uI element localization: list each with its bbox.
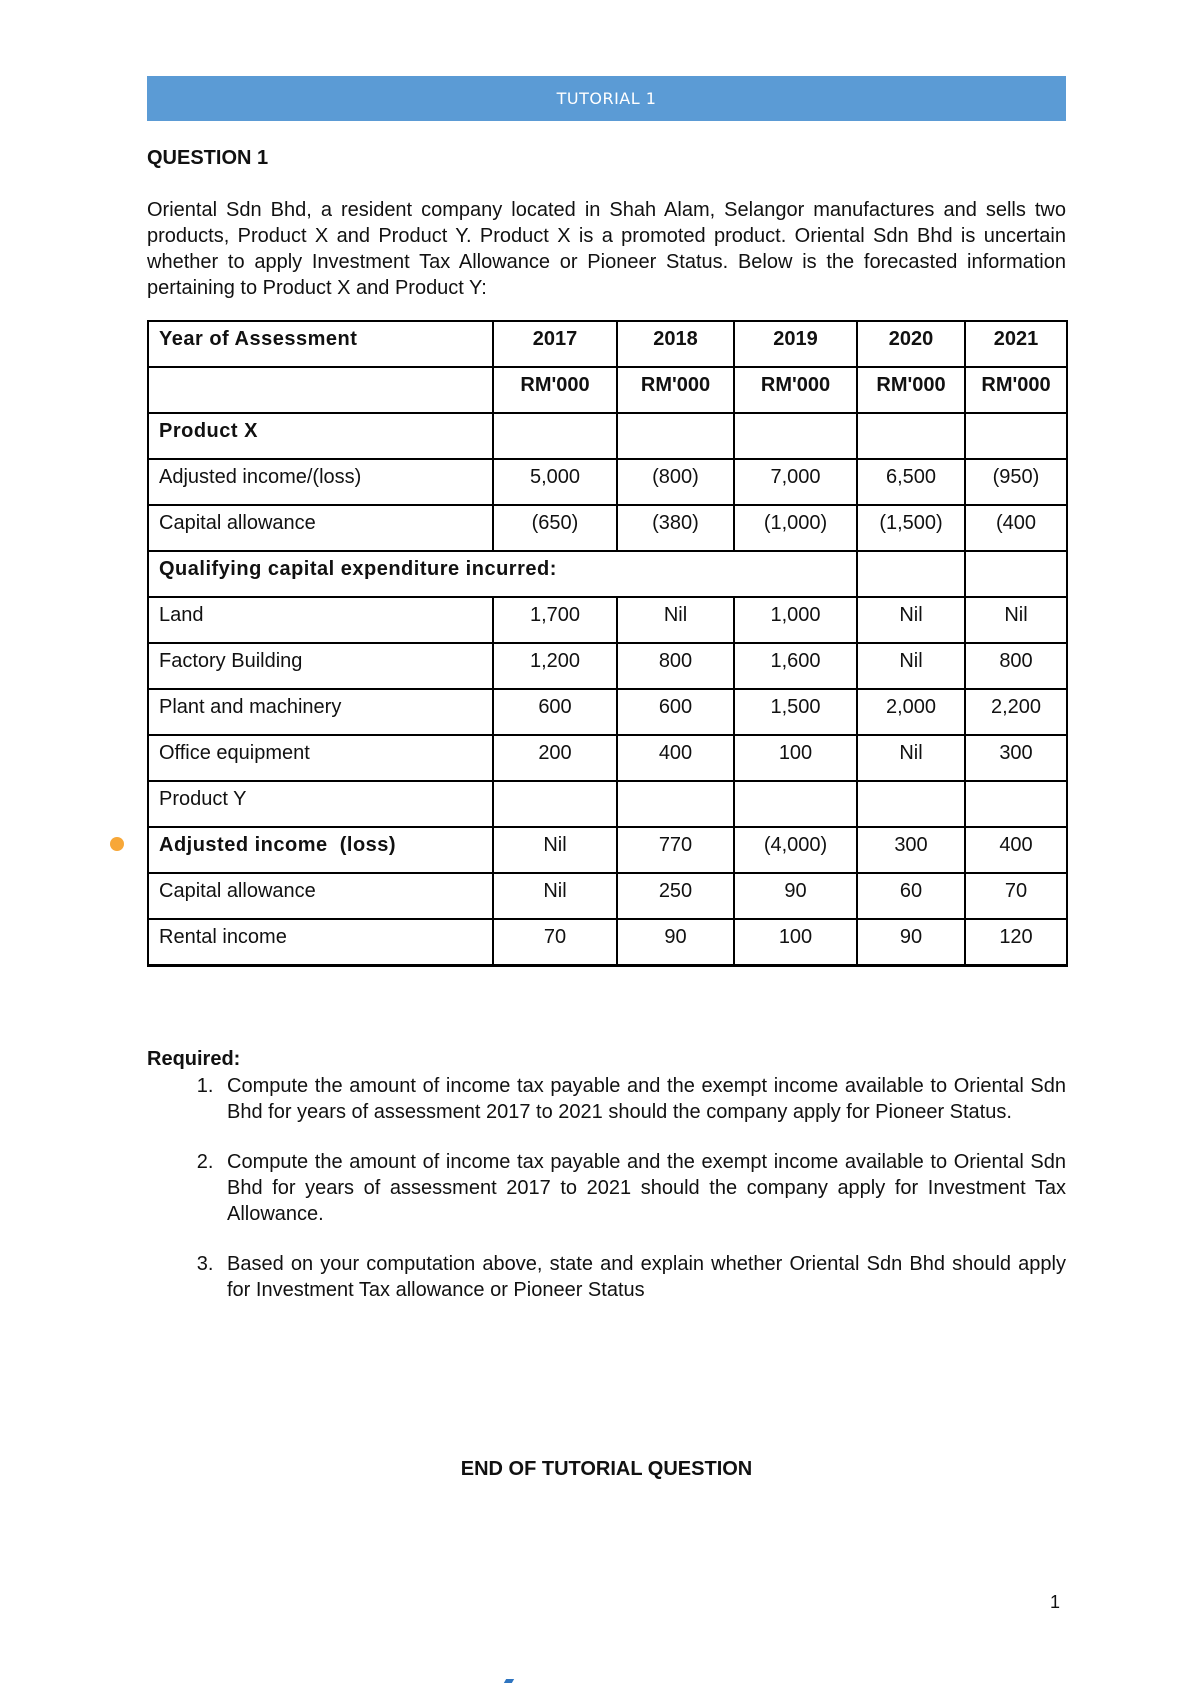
- table-cell: (800): [617, 459, 734, 505]
- table-row: [148, 459, 1067, 505]
- qce-label: Qualifying capital expenditure incurred:: [148, 551, 857, 597]
- table-row: [148, 873, 1067, 919]
- product-x-label: Product X: [148, 413, 493, 459]
- product-y-label: Product Y: [148, 781, 493, 827]
- row-label: Adjusted income/(loss): [148, 459, 493, 505]
- table-cell: (400: [965, 505, 1067, 551]
- table-row: [148, 919, 1067, 965]
- table-cell: 5,000: [493, 459, 617, 505]
- table-cell: 1,500: [734, 689, 857, 735]
- empty-cell: [617, 781, 734, 827]
- table-cell: 1,000: [734, 597, 857, 643]
- row-label: Adjusted income (loss): [148, 827, 493, 873]
- table-cell: 600: [493, 689, 617, 735]
- table-cell: 70: [493, 919, 617, 965]
- year-header: 2020: [857, 321, 965, 367]
- row-label: Office equipment: [148, 735, 493, 781]
- required-list: [147, 1073, 1066, 1303]
- table-row-product-x: [148, 413, 1067, 459]
- table-cell: 120: [965, 919, 1067, 965]
- unit-header: RM'000: [857, 367, 965, 413]
- table-row-product-y: [148, 781, 1067, 827]
- table-cell: (1,000): [734, 505, 857, 551]
- table-cell: 770: [617, 827, 734, 873]
- empty-cell: [857, 781, 965, 827]
- table-cell: (650): [493, 505, 617, 551]
- table-cell: 1,600: [734, 643, 857, 689]
- table-row-qce-heading: [148, 551, 1067, 597]
- table-cell: 250: [617, 873, 734, 919]
- year-header: 2019: [734, 321, 857, 367]
- table-cell: 90: [734, 873, 857, 919]
- empty-cell: [734, 781, 857, 827]
- table-cell: 400: [617, 735, 734, 781]
- table-cell: Nil: [493, 873, 617, 919]
- list-item: 1. Compute the amount of income tax payable and the exempt income available to Oriental Sdn Bhd for years of assessment 2017 to 2021 should the company apply for Pioneer Status.: [219, 1073, 1066, 1125]
- table-row-units: [148, 367, 1067, 413]
- end-of-tutorial-title: END OF TUTORIAL QUESTION: [460, 1458, 753, 1480]
- table-row: [148, 827, 1067, 873]
- question-intro: Oriental Sdn Bhd, a resident company located in Shah Alam, Selangor manufactures and sells two products, Product X and Product Y. Product X is a promoted product. Oriental Sdn Bhd is uncertain whether to apply Investment Tax Allowance or Pioneer Status. Below is the forecasted information pertaining to Product X and Product Y:: [147, 199, 1066, 299]
- table-cell: Nil: [857, 597, 965, 643]
- unit-header: RM'000: [493, 367, 617, 413]
- unit-header: RM'000: [617, 367, 734, 413]
- forecast-table: [147, 320, 1068, 967]
- year-of-assessment-label: Year of Assessment: [148, 321, 493, 367]
- table-cell: (950): [965, 459, 1067, 505]
- table-cell: 200: [493, 735, 617, 781]
- table-cell: Nil: [857, 735, 965, 781]
- table-cell: 6,500: [857, 459, 965, 505]
- table-cell: 1,200: [493, 643, 617, 689]
- year-header: 2017: [493, 321, 617, 367]
- table-cell: 90: [857, 919, 965, 965]
- row-label: Land: [148, 597, 493, 643]
- table-cell: 1,700: [493, 597, 617, 643]
- unit-header: RM'000: [734, 367, 857, 413]
- table-cell: 800: [617, 643, 734, 689]
- required-title: Required:: [147, 1048, 241, 1070]
- table-cell: 600: [617, 689, 734, 735]
- table-row: [148, 689, 1067, 735]
- table-row: [148, 505, 1067, 551]
- tutorial-banner: [147, 76, 1066, 121]
- empty-cell: [857, 551, 965, 597]
- table-cell: (1,500): [857, 505, 965, 551]
- table-cell: 100: [734, 919, 857, 965]
- blue-mark-icon: [504, 1679, 514, 1683]
- table-cell: 70: [965, 873, 1067, 919]
- table-cell: 800: [965, 643, 1067, 689]
- table-cell: 2,000: [857, 689, 965, 735]
- empty-cell: [617, 413, 734, 459]
- page-number: 1: [1050, 1592, 1061, 1612]
- table-cell: 300: [965, 735, 1067, 781]
- table-cell: 90: [617, 919, 734, 965]
- empty-cell: [857, 413, 965, 459]
- row-label: Plant and machinery: [148, 689, 493, 735]
- empty-cell: [965, 551, 1067, 597]
- table-cell: Nil: [617, 597, 734, 643]
- row-label: Rental income: [148, 919, 493, 965]
- unit-header: RM'000: [965, 367, 1067, 413]
- table-row: [148, 597, 1067, 643]
- year-header: 2018: [617, 321, 734, 367]
- empty-cell: [965, 781, 1067, 827]
- year-header: 2021: [965, 321, 1067, 367]
- banner-title: TUTORIAL 1: [556, 89, 657, 108]
- table-cell: (4,000): [734, 827, 857, 873]
- row-label: Factory Building: [148, 643, 493, 689]
- table-cell: (380): [617, 505, 734, 551]
- empty-cell: [734, 413, 857, 459]
- table-cell: 400: [965, 827, 1067, 873]
- table-cell: 2,200: [965, 689, 1067, 735]
- table-cell: 60: [857, 873, 965, 919]
- empty-cell: [965, 413, 1067, 459]
- empty-cell: [493, 413, 617, 459]
- empty-cell: [493, 781, 617, 827]
- table-cell: Nil: [965, 597, 1067, 643]
- table-cell: 7,000: [734, 459, 857, 505]
- list-item: 3. Based on your computation above, state and explain whether Oriental Sdn Bhd should apply for Investment Tax allowance or Pioneer Status: [219, 1251, 1066, 1303]
- empty-cell: [148, 367, 493, 413]
- table-cell: Nil: [493, 827, 617, 873]
- table-row-years: [148, 321, 1067, 367]
- table-cell: 100: [734, 735, 857, 781]
- table-row: [148, 643, 1067, 689]
- required-section: [147, 1048, 1066, 1327]
- question-title: QUESTION 1: [147, 147, 269, 169]
- table-row: [148, 735, 1067, 781]
- table-cell: 300: [857, 827, 965, 873]
- row-label: Capital allowance: [148, 505, 493, 551]
- row-label: Capital allowance: [148, 873, 493, 919]
- orange-bullet-icon: [110, 837, 124, 851]
- list-item: 2. Compute the amount of income tax payable and the exempt income available to Oriental Sdn Bhd for years of assessment 2017 to 2021 should the company apply for Investment Tax Allowance.: [219, 1149, 1066, 1227]
- table-cell: Nil: [857, 643, 965, 689]
